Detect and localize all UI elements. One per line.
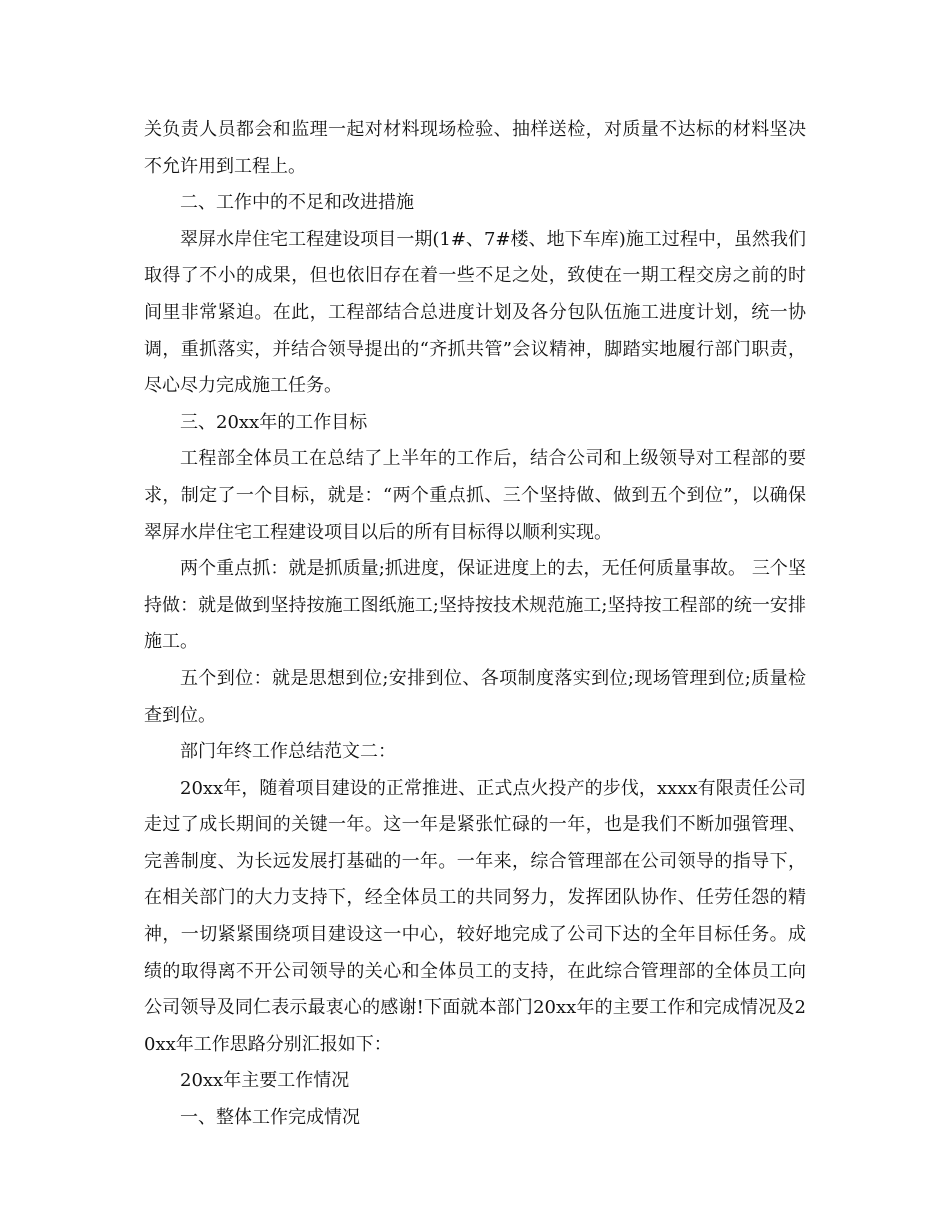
paragraph: 工程部全体员工在总结了上半年的工作后，结合公司和上级领导对工程部的要求，制定了一个目标，就是：“两个重点抓、三个坚持做、做到五个到位”，以确保翠屏水岸住宅工程建设项目以后的所有目标得以顺利实现。 <box>144 448 806 543</box>
section-heading: 20xx年主要工作情况 <box>180 1070 350 1092</box>
paragraph: 关负责人员都会和监理一起对材料现场检验、抽样送检，对质量不达标的材料坚决不允许用到工程上。 <box>144 119 806 177</box>
paragraph: 五个到位：就是思想到位;安排到位、各项制度落实到位;现场管理到位;质量检查到位。 <box>144 667 806 726</box>
paragraph: 两个重点抓：就是抓质量;抓进度，保证进度上的去，无任何质量事故。 三个坚持做：就是做到坚持按施工图纸施工;坚持按技术规范施工;坚持按工程部的统一安排施工。 <box>144 558 806 653</box>
paragraph: 20xx年，随着项目建设的正常推进、正式点火投产的步伐，xxxx有限责任公司走过了成长期间的关键一年。这一年是紧张忙碌的一年，也是我们不断加强管理、完善制度、为长远发展打基础的一年。一年来，综合管理部在公司领导的指导下，在相关部门的大力支持下，经全体员工的共同努力，发挥团队协作、任劳任怨的精神，一切紧紧围绕项目建设这一中心，较好地完成了公司下达的全年目标任务。成绩的取得离不开公司领导的关心和全体员工的支持，在此综合管理部的全体员工向公司领导及同仁表示最衷心的感谢!下面就本部门20xx年的主要工作和完成情况及20xx年工作思路分别汇报如下： <box>144 777 806 1055</box>
document-page <box>144 112 806 1137</box>
section-heading: 二、工作中的不足和改进措施 <box>180 192 414 214</box>
section-heading: 部门年终工作总结范文二： <box>180 741 396 763</box>
section-heading: 三、20xx年的工作目标 <box>180 411 368 433</box>
section-heading: 一、整体工作完成情况 <box>180 1107 360 1129</box>
paragraph: 翠屏水岸住宅工程建设项目一期(1#、7#楼、地下车库)施工过程中，虽然我们取得了不小的成果，但也依旧存在着一些不足之处，致使在一期工程交房之前的时间里非常紧迫。在此，工程部结合总进度计划及各分包队伍施工进度计划，统一协调，重抓落实，并结合领导提出的“齐抓共管”会议精神，脚踏实地履行部门职责，尽心尽力完成施工任务。 <box>144 228 806 397</box>
